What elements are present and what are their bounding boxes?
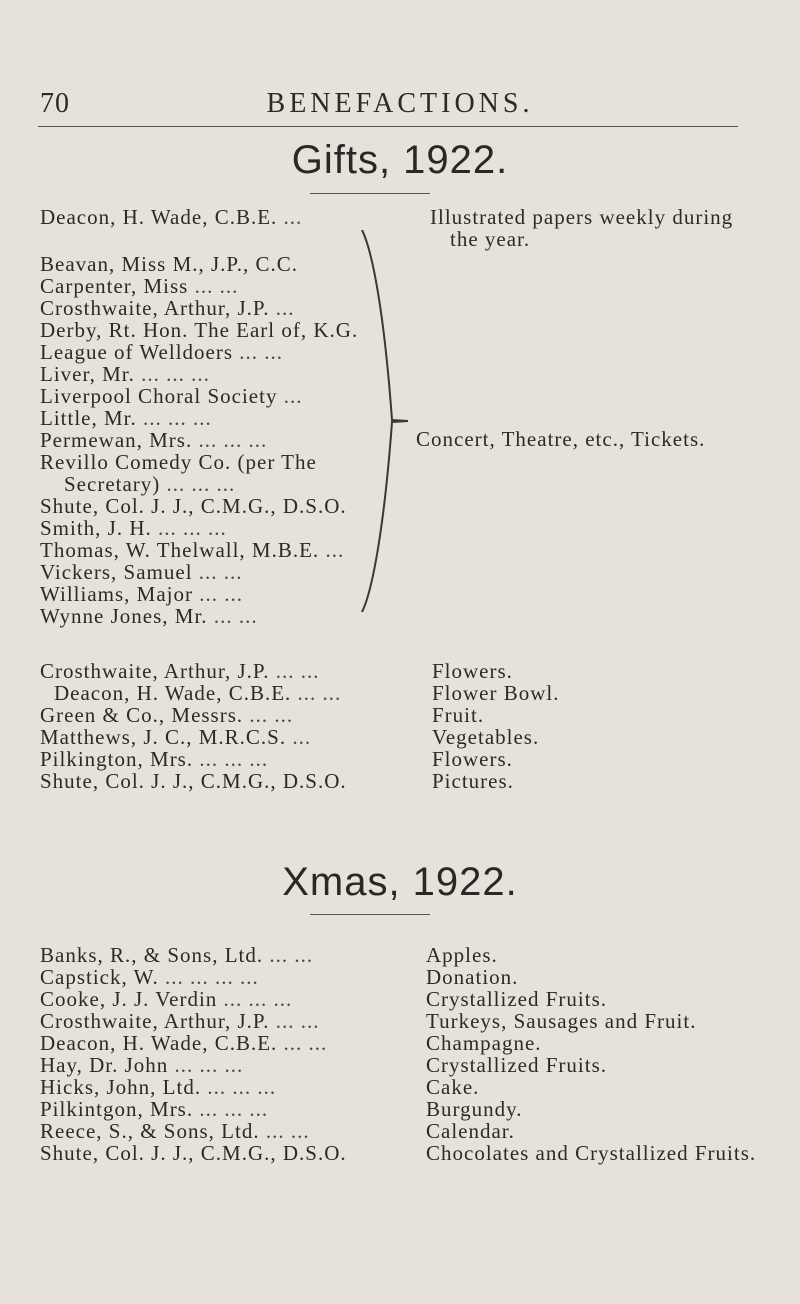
gift-entry	[40, 748, 380, 770]
grouped-donor-row	[40, 605, 380, 627]
gift-description: Turkeys, Sausages and Fruit.	[426, 1009, 697, 1033]
grouped-donor-row	[40, 363, 380, 385]
donor-name: Crosthwaite, Arthur, J.P.	[40, 659, 270, 683]
grouped-donor-row	[40, 275, 380, 297]
donor-name: Little, Mr.	[40, 406, 137, 430]
donor-name: Banks, R., & Sons, Ltd.	[40, 943, 264, 967]
grouped-donor-row	[40, 429, 380, 451]
gift-entry	[40, 770, 380, 792]
gift-description: Illustrated papers weekly during	[430, 205, 734, 229]
leader-dots: ... ...	[213, 604, 258, 628]
xmas-entry	[40, 1032, 380, 1054]
gift-description: Crystallized Fruits.	[426, 987, 607, 1011]
donor-name: Pilkington, Mrs.	[40, 747, 194, 771]
leader-dots: ... ...	[283, 1031, 328, 1055]
donor-name: Carpenter, Miss	[40, 274, 189, 298]
grouped-donor-row	[40, 451, 380, 473]
donor-name: Hay, Dr. John	[40, 1053, 169, 1077]
xmas-entry	[40, 1098, 380, 1120]
gift-description: Cake.	[426, 1075, 480, 1099]
leader-dots: ...	[325, 538, 345, 562]
donor-name: Capstick, W.	[40, 965, 159, 989]
xmas-entry	[40, 944, 380, 966]
leader-dots: ... ...	[199, 582, 243, 606]
leader-dots: ... ...	[198, 560, 243, 584]
leader-dots: ...	[292, 725, 312, 749]
gift-description: Burgundy.	[426, 1097, 523, 1121]
donor-name: Liverpool Choral Society	[40, 384, 278, 408]
donor-name: Williams, Major	[40, 582, 193, 606]
donor-name: Shute, Col. J. J., C.M.G., D.S.O.	[40, 1141, 347, 1165]
gift-description: Crystallized Fruits.	[426, 1053, 607, 1077]
donor-name: Vickers, Samuel	[40, 560, 193, 584]
donor-name: Liver, Mr.	[40, 362, 135, 386]
xmas-entry	[40, 1142, 380, 1164]
donor-name: Reece, S., & Sons, Ltd.	[40, 1119, 260, 1143]
header-rule	[38, 126, 738, 127]
grouped-donor-row	[40, 319, 380, 341]
leader-dots: ... ...	[265, 1119, 310, 1143]
donor-name: Derby, Rt. Hon. The Earl of, K.G.	[40, 318, 359, 342]
gift-entry	[40, 660, 380, 682]
leader-dots: ... ... ...	[141, 362, 210, 386]
leader-dots: ... ... ...	[199, 747, 269, 771]
leader-dots: ... ... ... ...	[165, 965, 259, 989]
leader-dots: ... ... ...	[207, 1075, 277, 1099]
gift-entry	[40, 704, 380, 726]
leader-dots: ... ... ...	[143, 406, 212, 430]
donor-name: Thomas, W. Thelwall, M.B.E.	[40, 538, 320, 562]
gift-description-continued: the year.	[450, 227, 531, 251]
donor-name: Matthews, J. C., M.R.C.S.	[40, 725, 287, 749]
grouped-donor-row	[40, 385, 380, 407]
gift-entry	[40, 726, 380, 748]
leader-dots: ... ... ...	[199, 1097, 269, 1121]
page-number: 70	[40, 88, 70, 119]
xmas-entry	[40, 1054, 380, 1076]
donor-name: Wynne Jones, Mr.	[40, 604, 208, 628]
gift-description: Vegetables.	[432, 725, 540, 749]
donor-name: Secretary)	[64, 472, 161, 496]
leader-dots: ... ... ...	[174, 1053, 244, 1077]
grouped-donor-row	[40, 539, 380, 561]
leader-dots: ... ...	[249, 703, 294, 727]
leader-dots: ... ...	[239, 340, 284, 364]
donor-name: Crosthwaite, Arthur, J.P.	[40, 1009, 270, 1033]
leader-dots: ... ... ...	[198, 428, 268, 452]
xmas-entry	[40, 1076, 380, 1098]
leader-dots: ...	[283, 205, 303, 229]
leader-dots: ... ...	[297, 681, 342, 705]
grouped-donor-row	[40, 495, 380, 517]
grouped-donor-row	[40, 253, 380, 275]
leader-dots: ... ...	[275, 659, 320, 683]
donor-name: Deacon, H. Wade, C.B.E.	[40, 1031, 278, 1055]
grouped-donor-row	[40, 517, 380, 539]
grouped-donor-row	[40, 561, 380, 583]
donor-name: Green & Co., Messrs.	[40, 703, 244, 727]
xmas-entry	[40, 1120, 380, 1142]
gift-entry	[54, 682, 394, 704]
xmas-entry	[40, 988, 380, 1010]
group-brace	[358, 230, 412, 612]
donor-name: Shute, Col. J. J., C.M.G., D.S.O.	[40, 769, 347, 793]
xmas-section-title: Xmas, 1922.	[282, 860, 518, 904]
leader-dots: ... ... ...	[166, 472, 236, 496]
donor-name: League of Welldoers	[40, 340, 234, 364]
leader-dots: ... ...	[275, 1009, 320, 1033]
xmas-title-rule	[310, 914, 430, 915]
donor-name: Cooke, J. J. Verdin	[40, 987, 218, 1011]
grouped-donor-row	[40, 341, 380, 363]
grouped-donor-row	[40, 297, 380, 319]
donor-name: Pilkintgon, Mrs.	[40, 1097, 194, 1121]
xmas-entry	[40, 1010, 380, 1032]
donor-name: Deacon, H. Wade, C.B.E.	[40, 205, 278, 229]
leader-dots: ... ...	[269, 943, 314, 967]
gifts-title-rule	[310, 193, 430, 194]
donor-name: Beavan, Miss M., J.P., C.C.	[40, 252, 299, 276]
leader-dots: ... ... ...	[158, 516, 227, 540]
gift-description: Chocolates and Crystallized Fruits.	[426, 1141, 757, 1165]
leader-dots: ... ...	[194, 274, 239, 298]
gift-description: Flower Bowl.	[432, 681, 560, 705]
leader-dots: ...	[283, 384, 303, 408]
donor-name: Smith, J. H.	[40, 516, 152, 540]
grouped-donor-row	[40, 407, 380, 429]
running-head: BENEFACTIONS.	[266, 88, 534, 119]
gift-entry-first	[40, 206, 380, 228]
gift-description: Flowers.	[432, 659, 513, 683]
gift-description: Calendar.	[426, 1119, 515, 1143]
gift-description: Donation.	[426, 965, 519, 989]
gift-description: Pictures.	[432, 769, 514, 793]
gift-description: Fruit.	[432, 703, 485, 727]
xmas-entry	[40, 966, 380, 988]
grouped-donor-row	[64, 473, 404, 495]
donor-name: Deacon, H. Wade, C.B.E.	[54, 681, 292, 705]
donor-name: Shute, Col. J. J., C.M.G., D.S.O.	[40, 494, 347, 518]
group-gift-description: Concert, Theatre, etc., Tickets.	[416, 427, 706, 451]
gift-description: Champagne.	[426, 1031, 542, 1055]
gifts-section-title: Gifts, 1922.	[291, 138, 509, 182]
donor-name: Hicks, John, Ltd.	[40, 1075, 202, 1099]
leader-dots: ...	[275, 296, 295, 320]
gift-description: Flowers.	[432, 747, 513, 771]
leader-dots: ... ... ...	[223, 987, 293, 1011]
grouped-donor-row	[40, 583, 380, 605]
donor-name: Crosthwaite, Arthur, J.P.	[40, 296, 270, 320]
gift-description: Apples.	[426, 943, 498, 967]
donor-name: Revillo Comedy Co. (per The	[40, 450, 317, 474]
donor-name: Permewan, Mrs.	[40, 428, 193, 452]
